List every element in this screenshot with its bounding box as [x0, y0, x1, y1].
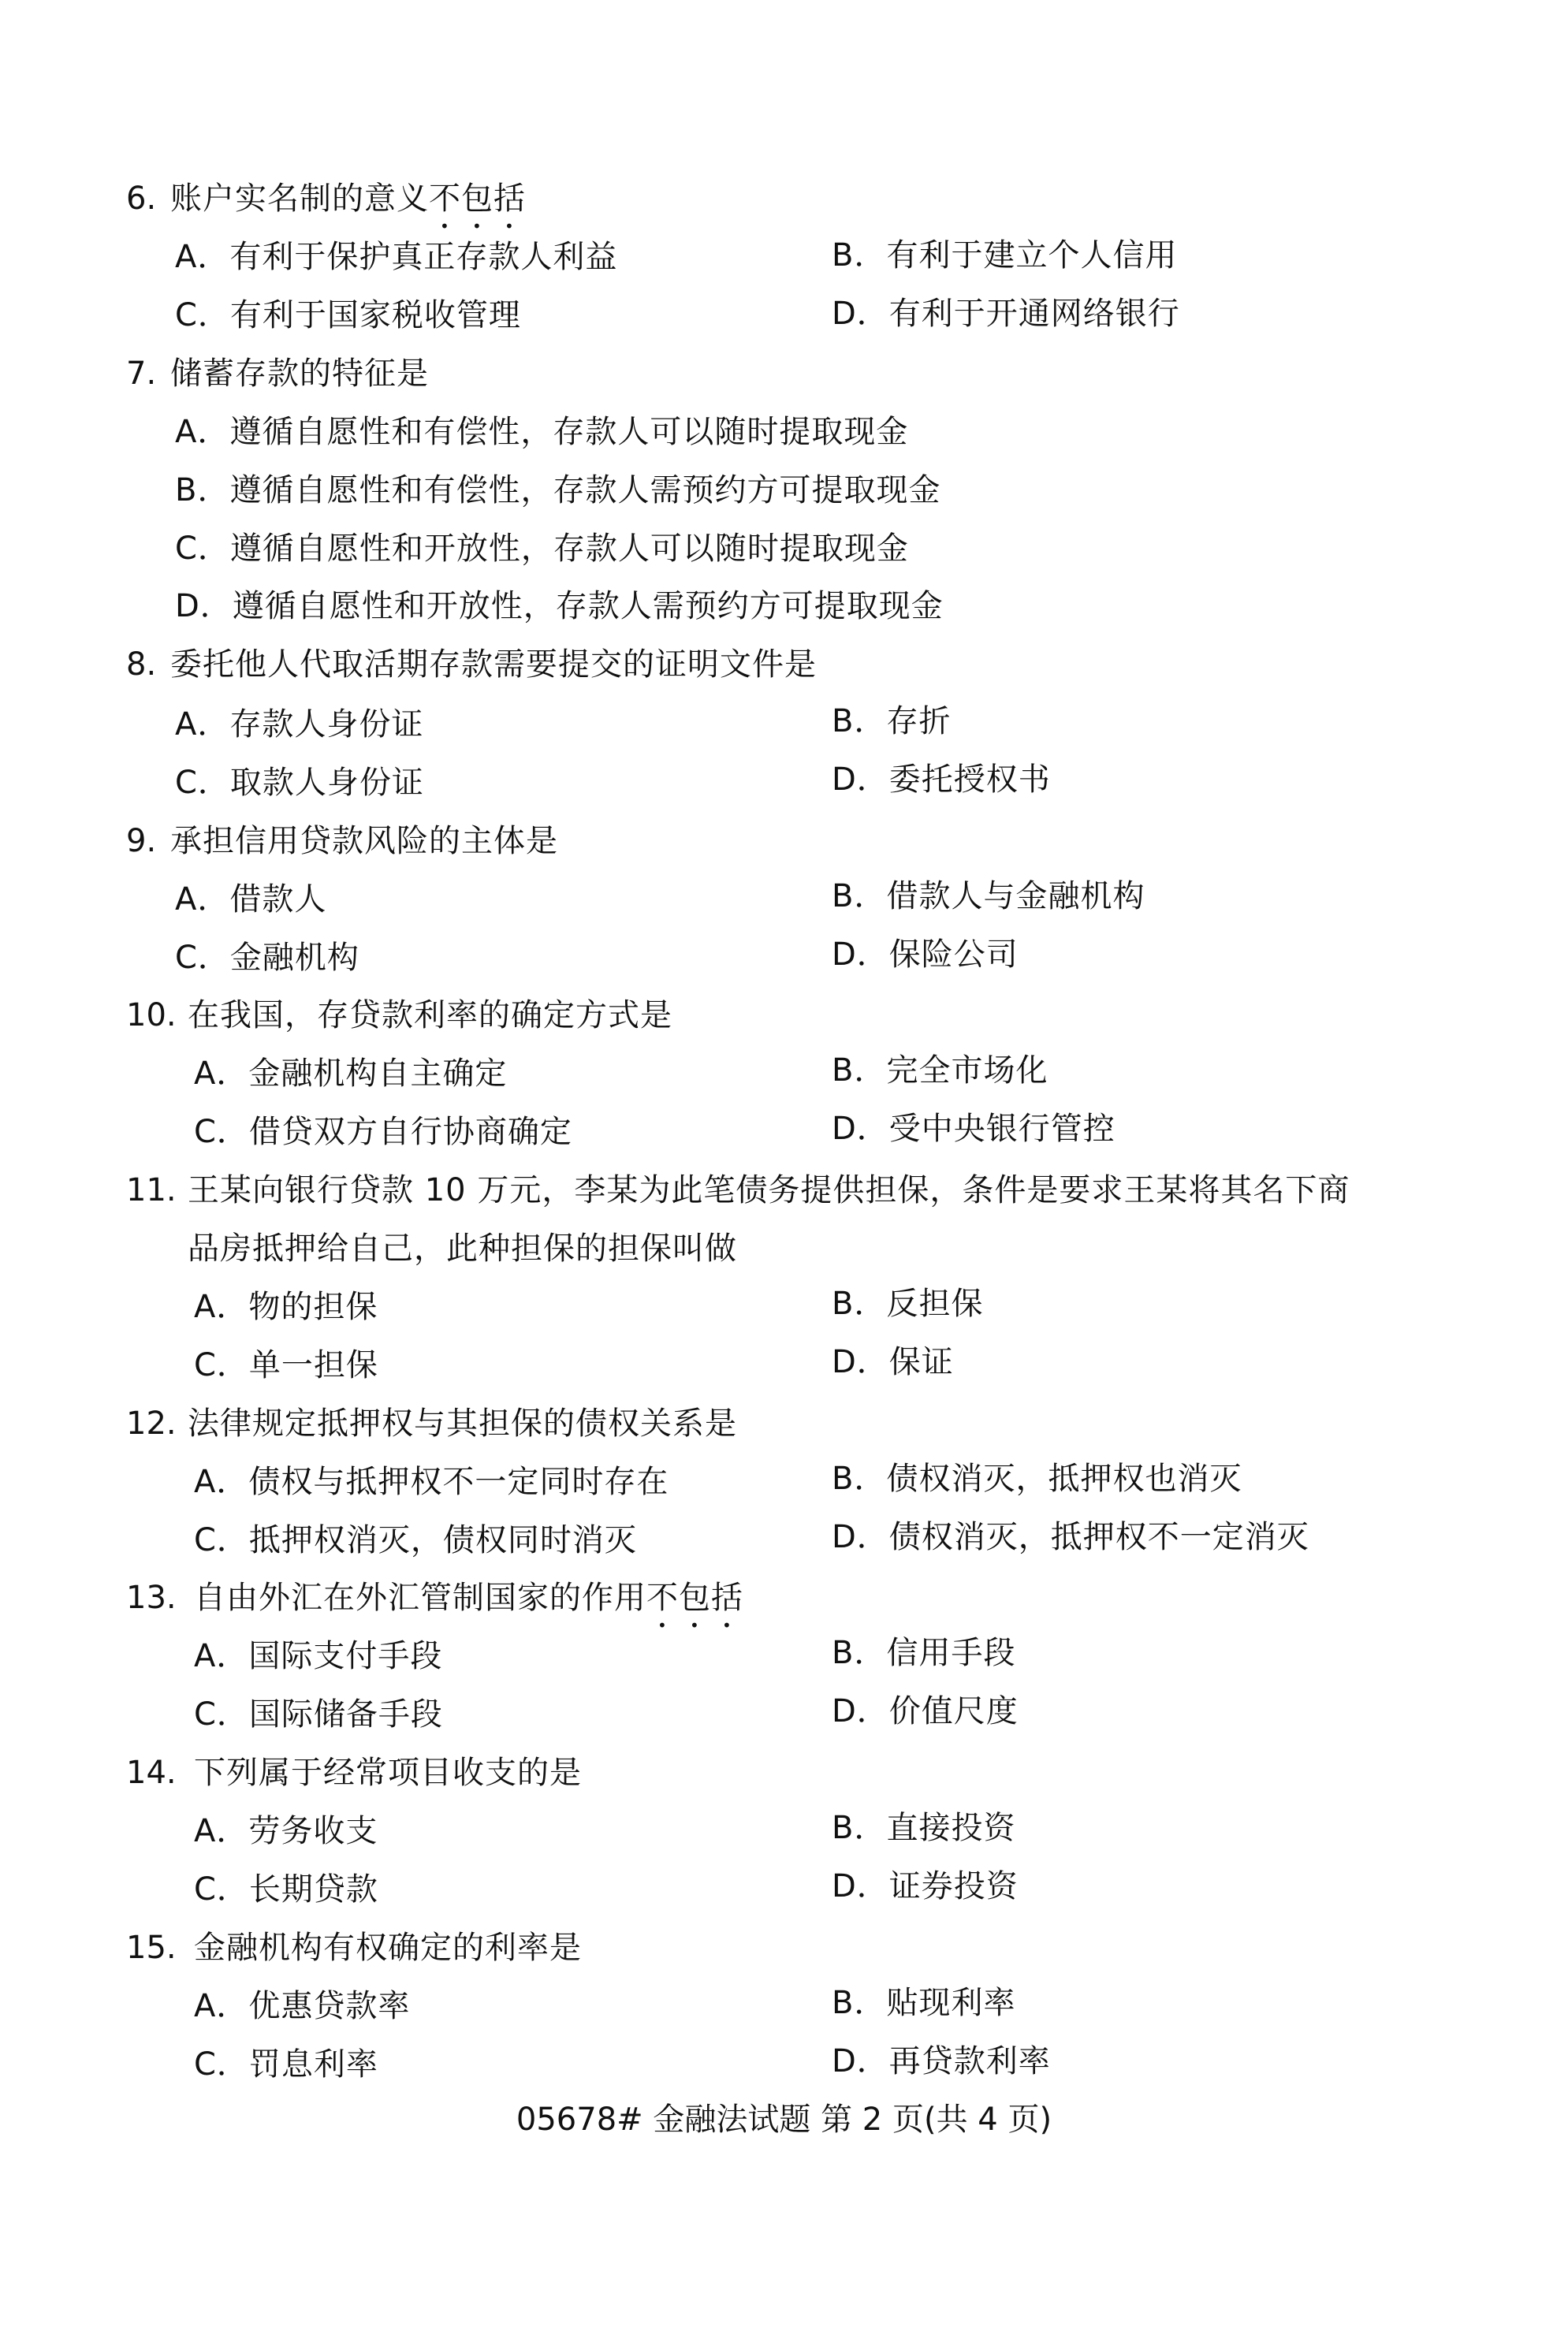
option-d: D．有利于开通网络银行	[832, 296, 1180, 332]
question-stem: 账户实名制的意义不包括	[170, 181, 526, 217]
question-stem: 自由外汇在外汇管制国家的作用不包括	[194, 1580, 743, 1616]
option-a: A．遵循自愿性和有偿性，存款人可以随时提取现金	[175, 414, 909, 450]
option-a: A．金融机构自主确定	[194, 1055, 508, 1092]
question-number: 9.	[126, 823, 157, 859]
option-a: A．借款人	[175, 881, 327, 918]
question-stem: 在我国，存贷款利率的确定方式是	[188, 997, 672, 1033]
option-d: D．证券投资	[832, 1868, 1019, 1904]
option-d: D．价值尺度	[832, 1693, 1019, 1729]
question-number: 12.	[126, 1405, 177, 1442]
option-c: C．长期贷款	[194, 1871, 378, 1908]
question-number: 11.	[126, 1172, 177, 1208]
question-number: 13.	[126, 1580, 177, 1616]
question-number: 15.	[126, 1930, 177, 1966]
option-b: B．存折	[832, 703, 952, 739]
option-b: B．贴现利率	[832, 1985, 1016, 2021]
option-d: D．债权消灭，抵押权不一定消灭	[832, 1519, 1309, 1555]
option-d: D．再贷款利率	[832, 2043, 1051, 2079]
emphasis-text: 不包括	[646, 1580, 743, 1616]
option-b: B．完全市场化	[832, 1052, 1048, 1089]
option-c: C．罚息利率	[194, 2046, 378, 2083]
question-number: 10.	[126, 997, 177, 1033]
question-stem-continued: 品房抵押给自己，此种担保的担保叫做	[188, 1230, 737, 1267]
question-number: 8.	[126, 646, 157, 683]
option-a: A．物的担保	[194, 1289, 378, 1325]
option-a: A．优惠贷款率	[194, 1988, 411, 2024]
page-footer: 05678# 金融法试题 第 2 页(共 4 页)	[516, 2102, 1052, 2138]
option-b: B．信用手段	[832, 1635, 1016, 1671]
option-b: B．直接投资	[832, 1810, 1016, 1846]
option-b: B．债权消灭，抵押权也消灭	[832, 1461, 1242, 1497]
question-stem: 金融机构有权确定的利率是	[194, 1930, 582, 1966]
option-c: C．单一担保	[194, 1347, 378, 1383]
option-d: D．遵循自愿性和开放性，存款人需预约方可提取现金	[175, 588, 944, 624]
option-a: A．有利于保护真正存款人利益	[175, 239, 618, 275]
question-stem: 王某向银行贷款 10 万元，李某为此笔债务提供担保，条件是要求王某将其名下商	[188, 1172, 1350, 1208]
question-stem: 委托他人代取活期存款需要提交的证明文件是	[170, 646, 817, 683]
option-d: D．保险公司	[832, 936, 1019, 973]
option-d: D．受中央银行管控	[832, 1111, 1115, 1147]
option-b: B．有利于建立个人信用	[832, 237, 1178, 274]
option-b: B．遵循自愿性和有偿性，存款人需预约方可提取现金	[175, 472, 941, 508]
option-c: C．国际储备手段	[194, 1696, 443, 1733]
option-c: C．取款人身份证	[175, 765, 424, 801]
option-b: B．借款人与金融机构	[832, 878, 1145, 914]
option-b: B．反担保	[832, 1286, 984, 1322]
option-a: A．国际支付手段	[194, 1638, 443, 1674]
question-number: 7.	[126, 356, 157, 392]
option-c: C．借贷双方自行协商确定	[194, 1114, 572, 1150]
option-d: D．保证	[832, 1344, 954, 1380]
option-a: A．债权与抵押权不一定同时存在	[194, 1464, 669, 1500]
question-stem: 法律规定抵押权与其担保的债权关系是	[188, 1405, 737, 1442]
question-stem: 储蓄存款的特征是	[170, 356, 429, 392]
option-c: C．抵押权消灭，债权同时消灭	[194, 1522, 637, 1558]
option-c: C．有利于国家税收管理	[175, 297, 521, 333]
option-a: A．劳务收支	[194, 1813, 378, 1849]
question-number: 6.	[126, 181, 157, 217]
option-d: D．委托授权书	[832, 761, 1051, 798]
emphasis-text: 不包括	[429, 181, 526, 217]
question-number: 14.	[126, 1755, 177, 1791]
option-c: C．遵循自愿性和开放性，存款人可以随时提取现金	[175, 531, 909, 567]
question-stem: 下列属于经常项目收支的是	[194, 1755, 582, 1791]
option-a: A．存款人身份证	[175, 706, 424, 743]
question-stem: 承担信用贷款风险的主体是	[170, 823, 558, 859]
option-c: C．金融机构	[175, 940, 359, 976]
